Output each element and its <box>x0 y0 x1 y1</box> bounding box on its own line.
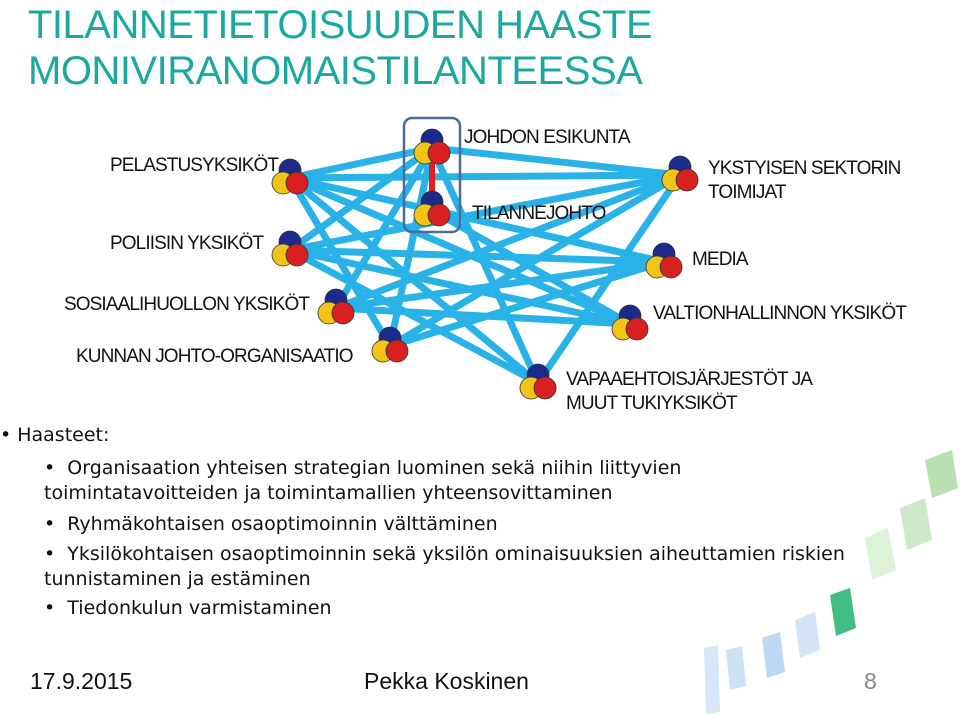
node-johdon <box>414 129 450 164</box>
label-johdon-esikunta: JOHDON ESIKUNTA <box>464 127 630 148</box>
node-kunta <box>372 327 408 362</box>
node-valtio <box>612 305 648 340</box>
challenge-text: Tiedonkulun varmistaminen <box>67 597 332 619</box>
challenge-item <box>44 596 332 621</box>
label-vapaaehtoisjarjestot: VAPAAEHTOISJÄRJESTÖT JA MUUT TUKIYKSIKÖT <box>566 369 812 414</box>
node-circle <box>428 204 450 226</box>
footer-author: Pekka Koskinen <box>364 668 529 694</box>
label-yksityisen-sektorin-toimijat: YKSTYISEN SEKTORIN TOIMIJAT <box>708 158 901 203</box>
title-line-1: TILANNETIETOISUUDEN HAASTE <box>28 3 653 47</box>
node-circle <box>626 318 648 340</box>
node-sosiaali <box>318 289 354 324</box>
label-pelastusyksikot: PELASTUSYKSIKÖT <box>110 155 279 176</box>
node-circle <box>428 142 450 164</box>
connection-line-sosiaali-yksityinen <box>336 175 680 308</box>
node-media <box>646 243 682 278</box>
label-kunnan-johto-organisaatio: KUNNAN JOHTO-ORGANISAATIO <box>76 346 353 367</box>
challenge-item <box>44 512 498 537</box>
title-line-2: MONIVIRANOMAISTILANTEESSA <box>28 49 643 93</box>
label-media: MEDIA <box>692 249 748 270</box>
node-poliisi <box>272 231 308 266</box>
page-number: 8 <box>864 668 877 694</box>
challenges-heading: • Haasteet: <box>0 424 109 446</box>
footer-date: 17.9.2015 <box>30 668 133 694</box>
connection-line-pelastus-yksityinen <box>290 175 680 178</box>
node-circle <box>332 302 354 324</box>
label-valtionhallinnon-yksikot: VALTIONHALLINNON YKSIKÖT <box>653 303 906 324</box>
node-yksityinen <box>662 156 698 191</box>
label-poliisin-yksikot: POLIISIN YKSIKÖT <box>110 233 264 254</box>
node-circle <box>286 172 308 194</box>
node-circle <box>286 244 308 266</box>
connection-line-johdon-yksityinen <box>432 148 680 175</box>
label-tilannejohto: TILANNEJOHTO <box>472 203 606 224</box>
node-circle <box>676 169 698 191</box>
challenge-text: Ryhmäkohtaisen osaoptimoinnin välttäminen <box>67 513 498 535</box>
node-circle <box>660 256 682 278</box>
label-sosiaalihuollon-yksikot: SOSIAALIHUOLLON YKSIKÖT <box>64 294 310 315</box>
decorative-stripes <box>700 450 960 716</box>
challenge-item <box>44 456 724 506</box>
challenge-text: Yksilökohtaisen osaoptimoinnin sekä yksilön ominaisuuksien aiheuttamien riskien tunnistaminen ja estäminen <box>44 543 845 590</box>
challenge-text: Organisaation yhteisen strategian luominen sekä niihin liittyvien toimintatavoitteiden ja toimintamallien yhteensovittaminen <box>44 457 682 504</box>
node-circle <box>534 377 556 399</box>
node-circle <box>386 340 408 362</box>
